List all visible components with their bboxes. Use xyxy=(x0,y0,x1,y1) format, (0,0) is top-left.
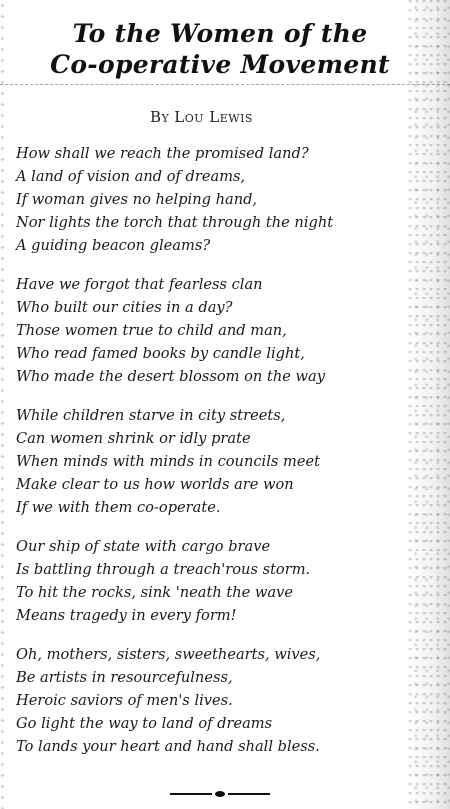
stanza-5 xyxy=(16,643,416,758)
ornament-dot xyxy=(215,791,225,797)
stanza-3 xyxy=(16,404,416,519)
poem-title-line-1: To the Women of the xyxy=(72,19,368,48)
poem-line: Who built our cities in a day? xyxy=(16,299,233,316)
poem-line: Those women true to child and man, xyxy=(16,322,287,339)
poem-line: Our ship of state with cargo brave xyxy=(16,538,271,555)
poem-line: Who made the desert blossom on the way xyxy=(16,368,325,385)
poem-line: Go light the way to land of dreams xyxy=(16,715,273,732)
stanza-4 xyxy=(16,535,416,627)
poem-title-line-2: Co-operative Movement xyxy=(50,50,390,79)
poem-line: How shall we reach the promised land? xyxy=(16,145,309,162)
poem-line: A guiding beacon gleams? xyxy=(16,237,211,254)
byline-prefix: By xyxy=(150,108,170,126)
poem-line: Means tragedy in every form! xyxy=(16,607,237,624)
byline-author: Lou Lewis xyxy=(174,108,253,126)
poem-line: If woman gives no helping hand, xyxy=(16,191,258,208)
poem-line: If we with them co-operate. xyxy=(16,499,221,516)
poem-line: A land of vision and of dreams, xyxy=(16,168,246,185)
poem-line: While children starve in city streets, xyxy=(16,407,286,424)
byline xyxy=(150,108,253,126)
poem-body xyxy=(16,142,416,774)
poem-title xyxy=(40,18,400,80)
stanza-2 xyxy=(16,273,416,388)
poem-line: Heroic saviors of men's lives. xyxy=(16,692,233,709)
poem-line: Can women shrink or idly prate xyxy=(16,430,251,447)
poem-line: Nor lights the torch that through the night xyxy=(16,214,334,231)
end-ornament xyxy=(170,791,270,797)
poem-line: Is battling through a treach'rous storm. xyxy=(16,561,311,578)
poem-line: To lands your heart and hand shall bless. xyxy=(16,738,320,755)
poem-line: When minds with minds in councils meet xyxy=(16,453,320,470)
poem-line: Be artists in resourcefulness, xyxy=(16,669,233,686)
poem-line: To hit the rocks, sink 'neath the wave xyxy=(16,584,293,601)
title-divider xyxy=(0,84,450,85)
ornament-bar-left xyxy=(170,793,212,795)
poem-line: Make clear to us how worlds are won xyxy=(16,476,294,493)
paper-edge-left xyxy=(0,0,6,809)
poem-line: Have we forgot that fearless clan xyxy=(16,276,263,293)
ornament-bar-right xyxy=(228,793,270,795)
poem-line: Oh, mothers, sisters, sweethearts, wives, xyxy=(16,646,321,663)
poem-line: Who read famed books by candle light, xyxy=(16,345,305,362)
stanza-1 xyxy=(16,142,416,257)
